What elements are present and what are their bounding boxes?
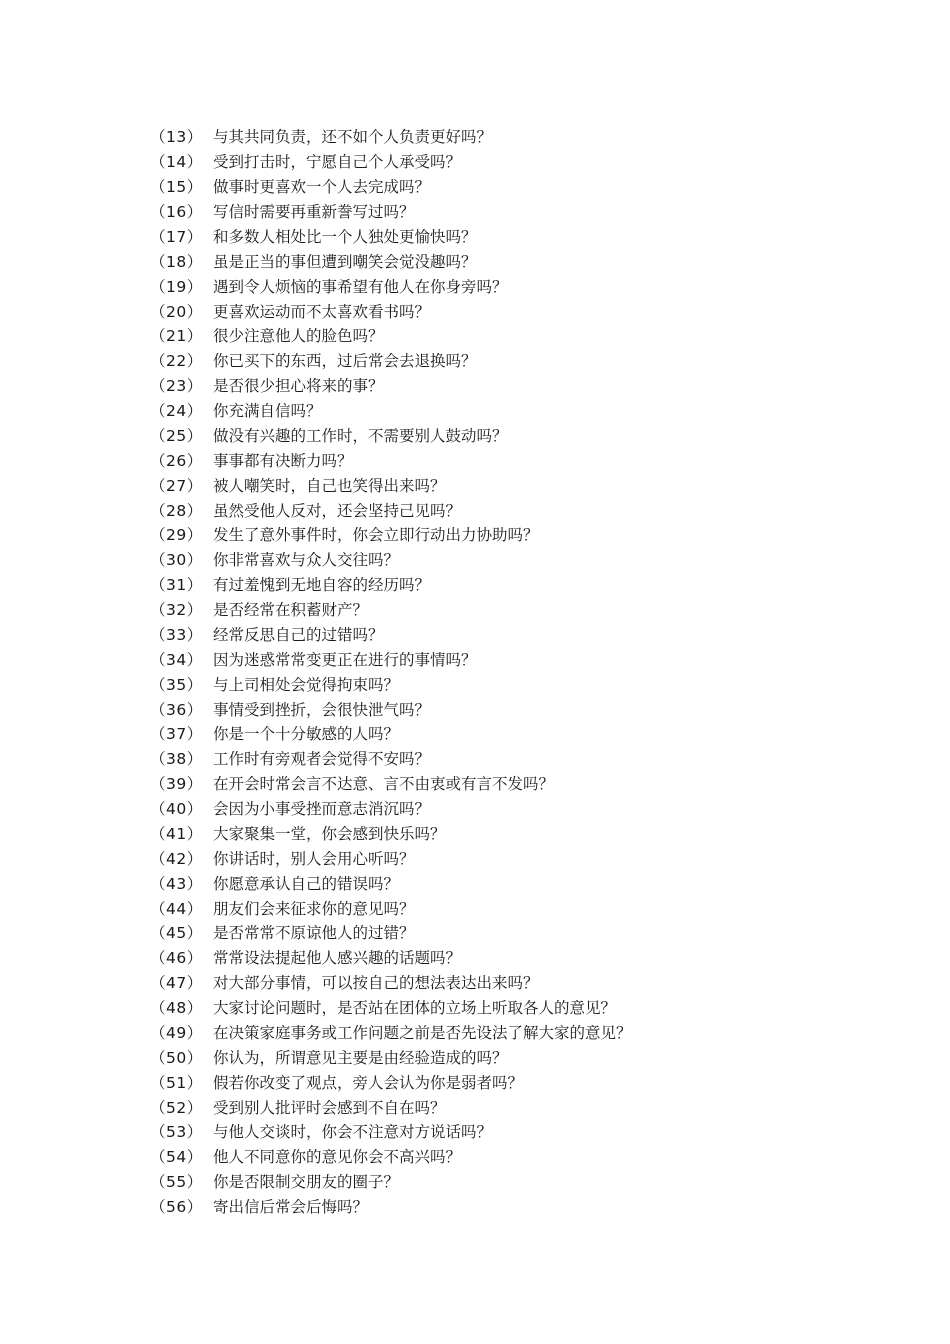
question-item — [150, 472, 632, 497]
question-item — [150, 373, 632, 398]
question-item — [150, 522, 632, 547]
question-item — [150, 622, 632, 647]
question-text: 你是一个十分敏感的人吗？ — [213, 725, 400, 744]
question-text: 在决策家庭事务或工作问题之前是否先设法了解大家的意见？ — [213, 1023, 632, 1042]
question-text: 被人嘲笑时，自己也笑得出来吗？ — [213, 476, 446, 495]
question-item — [150, 1020, 632, 1045]
question-number: （35） — [150, 675, 203, 694]
question-text: 朋友们会来征求你的意见吗？ — [213, 899, 415, 918]
question-item — [150, 746, 632, 771]
question-text: 与其共同负责，还不如个人负责更好吗？ — [213, 128, 493, 147]
question-item — [150, 870, 632, 895]
question-item — [150, 1119, 632, 1144]
question-text: 遇到令人烦恼的事希望有他人在你身旁吗？ — [213, 277, 508, 296]
question-number: （47） — [150, 974, 203, 993]
question-text: 事情受到挫折，会很快泄气吗？ — [213, 700, 431, 719]
question-number: （21） — [150, 327, 203, 346]
question-item — [150, 1069, 632, 1094]
question-item — [150, 348, 632, 373]
question-number: （24） — [150, 402, 203, 421]
question-number: （49） — [150, 1023, 203, 1042]
question-text: 是否很少担心将来的事？ — [213, 377, 384, 396]
question-text: 你愿意承认自己的错误吗？ — [213, 874, 400, 893]
question-item — [150, 771, 632, 796]
question-text: 大家聚集一堂，你会感到快乐吗？ — [213, 824, 446, 843]
question-text: 因为迷惑常常变更正在进行的事情吗？ — [213, 650, 477, 669]
question-item — [150, 995, 632, 1020]
question-text: 对大部分事情，可以按自己的想法表达出来吗？ — [213, 974, 539, 993]
question-number: （41） — [150, 824, 203, 843]
question-number: （14） — [150, 153, 203, 172]
question-text: 是否常常不原谅他人的过错？ — [213, 924, 415, 943]
question-item — [150, 671, 632, 696]
question-number: （27） — [150, 476, 203, 495]
question-number: （48） — [150, 999, 203, 1018]
question-number: （33） — [150, 625, 203, 644]
question-text: 受到别人批评时会感到不自在吗？ — [213, 1098, 446, 1117]
question-text: 工作时有旁观者会觉得不安吗？ — [213, 750, 431, 769]
question-number: （54） — [150, 1148, 203, 1167]
question-number: （36） — [150, 700, 203, 719]
question-number: （19） — [150, 277, 203, 296]
question-text: 常常设法提起他人感兴趣的话题吗？ — [213, 949, 462, 968]
question-number: （13） — [150, 128, 203, 147]
question-item — [150, 224, 632, 249]
question-text: 更喜欢运动而不太喜欢看书吗？ — [213, 302, 431, 321]
question-item — [150, 423, 632, 448]
question-number: （26） — [150, 451, 203, 470]
question-text: 你认为，所谓意见主要是由经验造成的吗？ — [213, 1048, 508, 1067]
question-text: 有过羞愧到无地自容的经历吗？ — [213, 576, 431, 595]
question-number: （40） — [150, 800, 203, 819]
question-number: （20） — [150, 302, 203, 321]
question-text: 经常反思自己的过错吗？ — [213, 625, 384, 644]
question-item — [150, 821, 632, 846]
question-number: （43） — [150, 874, 203, 893]
question-text: 你是否限制交朋友的圈子？ — [213, 1173, 400, 1192]
question-text: 是否经常在积蓄财产？ — [213, 601, 369, 620]
question-number: （32） — [150, 601, 203, 620]
question-number: （56） — [150, 1198, 203, 1217]
question-text: 发生了意外事件时，你会立即行动出力协助吗？ — [213, 526, 539, 545]
question-number: （34） — [150, 650, 203, 669]
question-item — [150, 945, 632, 970]
question-number: （44） — [150, 899, 203, 918]
question-item — [150, 298, 632, 323]
question-text: 大家讨论问题时，是否站在团体的立场上听取各人的意见？ — [213, 999, 617, 1018]
question-item — [150, 845, 632, 870]
question-number: （16） — [150, 203, 203, 222]
question-item — [150, 920, 632, 945]
question-number: （15） — [150, 178, 203, 197]
question-item — [150, 970, 632, 995]
question-text: 与他人交谈时，你会不注意对方说话吗？ — [213, 1123, 493, 1142]
question-text: 他人不同意你的意见你会不高兴吗？ — [213, 1148, 462, 1167]
question-item — [150, 199, 632, 224]
question-text: 与上司相处会觉得拘束吗？ — [213, 675, 400, 694]
question-number: （22） — [150, 352, 203, 371]
question-text: 会因为小事受挫而意志消沉吗？ — [213, 800, 431, 819]
question-item — [150, 696, 632, 721]
question-item — [150, 721, 632, 746]
question-text: 很少注意他人的脸色吗？ — [213, 327, 384, 346]
question-item — [150, 447, 632, 472]
question-text: 虽是正当的事但遭到嘲笑会觉没趣吗？ — [213, 252, 477, 271]
question-text: 在开会时常会言不达意、言不由衷或有言不发吗？ — [213, 775, 555, 794]
question-number: （38） — [150, 750, 203, 769]
question-list — [150, 124, 632, 1219]
question-number: （50） — [150, 1048, 203, 1067]
question-text: 你充满自信吗？ — [213, 402, 322, 421]
question-item — [150, 1144, 632, 1169]
question-item — [150, 273, 632, 298]
question-number: （45） — [150, 924, 203, 943]
question-number: （42） — [150, 849, 203, 868]
question-number: （28） — [150, 501, 203, 520]
question-text: 和多数人相处比一个人独处更愉快吗？ — [213, 227, 477, 246]
question-number: （46） — [150, 949, 203, 968]
question-number: （53） — [150, 1123, 203, 1142]
question-item — [150, 1169, 632, 1194]
question-text: 你非常喜欢与众人交往吗？ — [213, 551, 400, 570]
question-text: 做没有兴趣的工作时，不需要别人鼓动吗？ — [213, 426, 508, 445]
question-item — [150, 398, 632, 423]
question-item — [150, 572, 632, 597]
question-item — [150, 796, 632, 821]
question-text: 写信时需要再重新誊写过吗？ — [213, 203, 415, 222]
question-text: 虽然受他人反对，还会坚持己见吗？ — [213, 501, 462, 520]
question-number: （51） — [150, 1073, 203, 1092]
question-item — [150, 547, 632, 572]
question-text: 受到打击时，宁愿自己个人承受吗？ — [213, 153, 462, 172]
question-text: 寄出信后常会后悔吗？ — [213, 1198, 369, 1217]
question-item — [150, 323, 632, 348]
question-item — [150, 1094, 632, 1119]
question-number: （17） — [150, 227, 203, 246]
question-text: 你已买下的东西，过后常会去退换吗？ — [213, 352, 477, 371]
question-item — [150, 1194, 632, 1219]
question-text: 假若你改变了观点，旁人会认为你是弱者吗？ — [213, 1073, 524, 1092]
question-number: （25） — [150, 426, 203, 445]
question-text: 你讲话时，别人会用心听吗？ — [213, 849, 415, 868]
question-number: （23） — [150, 377, 203, 396]
question-item — [150, 597, 632, 622]
question-number: （52） — [150, 1098, 203, 1117]
question-item — [150, 497, 632, 522]
question-number: （39） — [150, 775, 203, 794]
question-number: （29） — [150, 526, 203, 545]
question-item — [150, 174, 632, 199]
question-item — [150, 149, 632, 174]
question-number: （37） — [150, 725, 203, 744]
question-number: （31） — [150, 576, 203, 595]
question-item — [150, 1044, 632, 1069]
question-item — [150, 124, 632, 149]
question-item — [150, 646, 632, 671]
question-text: 事事都有决断力吗？ — [213, 451, 353, 470]
question-text: 做事时更喜欢一个人去完成吗？ — [213, 178, 431, 197]
question-item — [150, 248, 632, 273]
question-number: （18） — [150, 252, 203, 271]
question-item — [150, 895, 632, 920]
question-number: （55） — [150, 1173, 203, 1192]
question-number: （30） — [150, 551, 203, 570]
